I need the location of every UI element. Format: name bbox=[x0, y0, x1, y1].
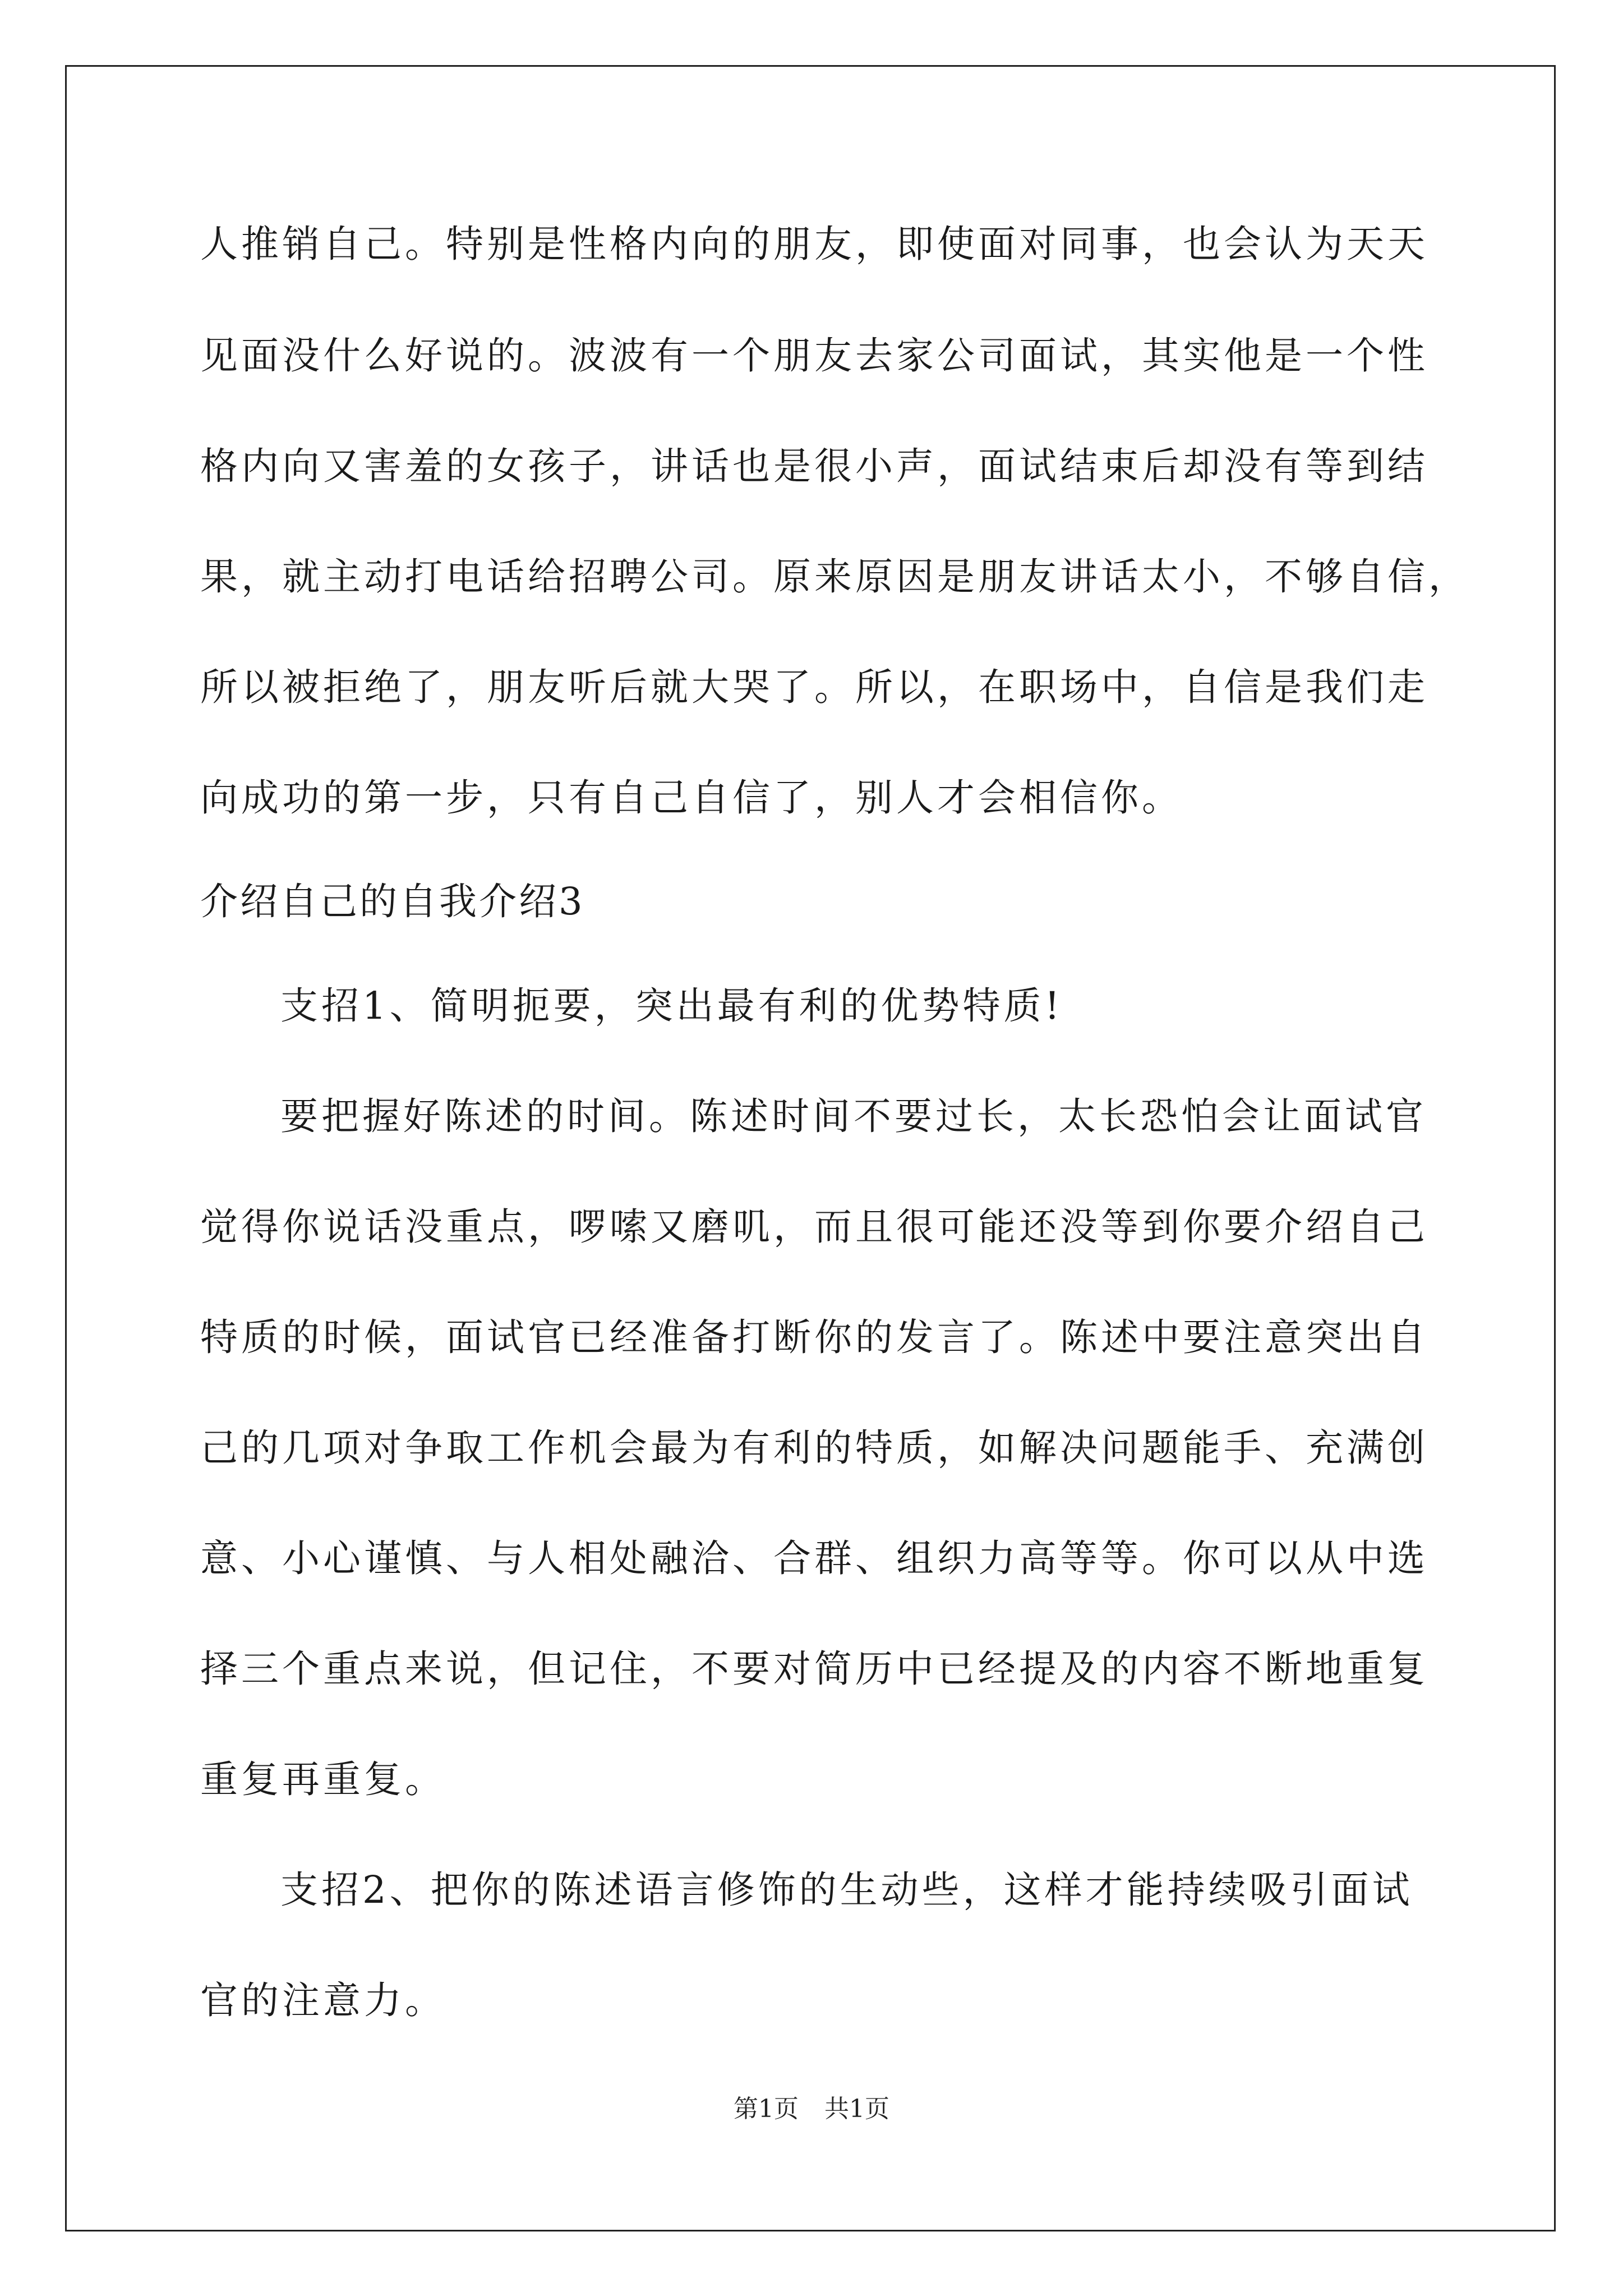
body-line-5: 所以被拒绝了，朋友听后就大哭了。所以，在职场中，自信是我们走 bbox=[200, 665, 1428, 709]
body-line-12: 己的几项对争取工作机会最为有利的特质，如解决问题能手、充满创 bbox=[200, 1426, 1428, 1470]
tip-2-title: 支招2、把你的陈述语言修饰的生动些，这样才能持续吸引面试 bbox=[280, 1868, 1413, 1912]
body-line-9: 要把握好陈述的时间。陈述时间不要过长，太长恐怕会让面试官 bbox=[280, 1094, 1427, 1138]
body-line-11: 特质的时候，面试官已经准备打断你的发言了。陈述中要注意突出自 bbox=[200, 1315, 1428, 1359]
section-heading: 介绍自己的自我介绍3 bbox=[200, 880, 585, 923]
body-line-6: 向成功的第一步，只有自己自信了，别人才会相信你。 bbox=[200, 776, 1183, 820]
page-footer bbox=[0, 2093, 1623, 2125]
body-line-15: 重复再重复。 bbox=[200, 1757, 446, 1801]
page-total: 共1页 bbox=[824, 2095, 889, 2123]
body-line-17: 官的注意力。 bbox=[200, 1978, 446, 2022]
body-line-10: 觉得你说话没重点，啰嗦又磨叽，而且很可能还没等到你要介绍自己 bbox=[200, 1205, 1428, 1249]
body-line-13: 意、小心谨慎、与人相处融洽、合群、组织力高等等。你可以从中选 bbox=[200, 1536, 1428, 1580]
tip-1-title: 支招1、简明扼要，突出最有利的优势特质! bbox=[280, 984, 1063, 1028]
body-line-4: 果，就主动打电话给招聘公司。原来原因是朋友讲话太小，不够自信， bbox=[200, 555, 1469, 599]
page-number: 第1页 bbox=[734, 2095, 799, 2123]
body-line-14: 择三个重点来说，但记住，不要对简历中已经提及的内容不断地重复 bbox=[200, 1647, 1428, 1691]
body-line-2: 见面没什么好说的。波波有一个朋友去家公司面试，其实他是一个性 bbox=[200, 334, 1428, 378]
body-line-3: 格内向又害羞的女孩子，讲话也是很小声，面试结束后却没有等到结 bbox=[200, 444, 1428, 488]
body-line-1: 人推销自己。特别是性格内向的朋友，即使面对同事，也会认为天天 bbox=[200, 222, 1428, 266]
